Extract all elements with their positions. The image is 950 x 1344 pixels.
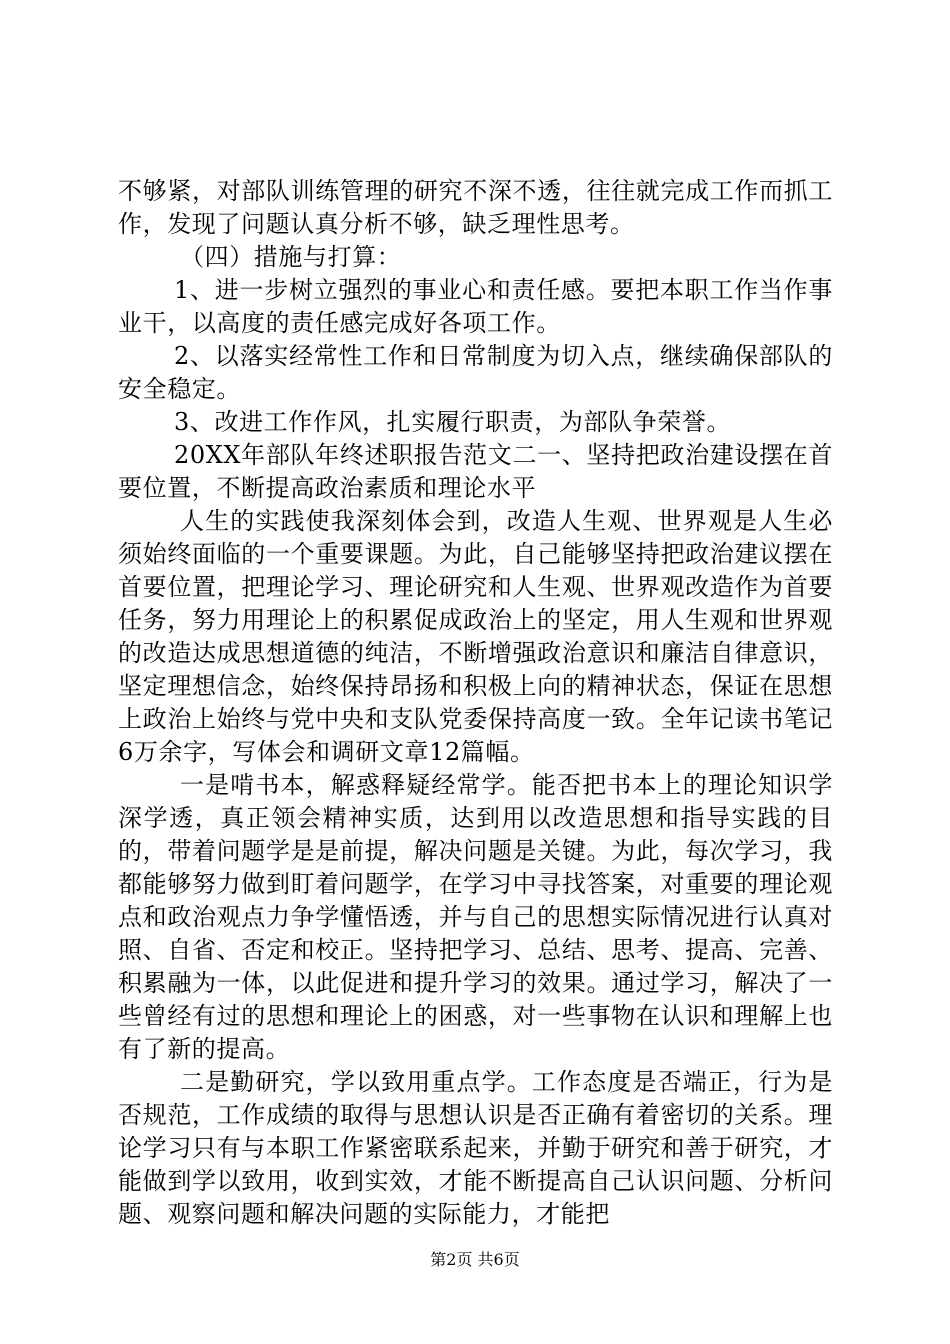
paragraph-continuation: 不够紧，对部队训练管理的研究不深不透，往往就完成工作而抓工作，发现了问题认真分析不够，缺乏理性思考。 (118, 177, 833, 238)
list-item-3: 3、改进工作作风，扎实履行职责，为部队争荣誉。 (174, 408, 732, 436)
document-body (118, 175, 833, 1231)
page-footer: 第2页 共6页 (430, 1250, 520, 1269)
paragraph-study-books: 一是啃书本，解惑释疑经常学。能否把书本上的理论知识学深学透，真正领会精神实质，达到用以改造思想和指导实践的目的，带着问题学是是前提，解决问题是关键。为此，每次学习，我都能够努力做到盯着问题学，在学习中寻找答案，对重要的理论观点和政治观点力争学懂悟透，并与自己的思想实际情况进行认真对照、自省、否定和校正。坚持把学习、总结、思考、提高、完善、积累融为一体，以此促进和提升学习的效果。通过学习，解决了一些曾经有过的思想和理论上的困惑，对一些事物在认识和理解上也有了新的提高。 (118, 771, 833, 1063)
section-heading-measures: （四）措施与打算： (180, 243, 402, 271)
list-item-1: 1、进一步树立强烈的事业心和责任感。要把本职工作当作事业干，以高度的责任感完成好各项工作。 (118, 276, 833, 337)
paragraph-research: 二是勤研究，学以致用重点学。工作态度是否端正，行为是否规范，工作成绩的取得与思想认识是否正确有着密切的关系。理论学习只有与本职工作紧密联系起来，并勤于研究和善于研究，才能做到学以致用，收到实效，才能不断提高自己认识问题、分析问题、观察问题和解决问题的实际能力，才能把 (118, 1068, 833, 1228)
section-heading-sample-two: 20XX年部队年终述职报告范文二一、坚持把政治建设摆在首要位置，不断提高政治素质和理论水平 (118, 441, 833, 502)
paragraph-political-building: 人生的实践使我深刻体会到，改造人生观、世界观是人生必须始终面临的一个重要课题。为此，自己能够坚持把政治建议摆在首要位置，把理论学习、理论研究和人生观、世界观改造作为首要任务，努力用理论上的积累促成政治上的坚定，用人生观和世界观的改造达成思想道德的纯洁，不断增强政治意识和廉洁自律意识，坚定理想信念，始终保持昂扬和积极上向的精神状态，保证在思想上政治上始终与党中央和支队党委保持高度一致。全年记读书笔记6万余字，写体会和调研文章12篇幅。 (118, 507, 833, 766)
list-item-2: 2、以落实经常性工作和日常制度为切入点，继续确保部队的安全稳定。 (118, 342, 833, 403)
